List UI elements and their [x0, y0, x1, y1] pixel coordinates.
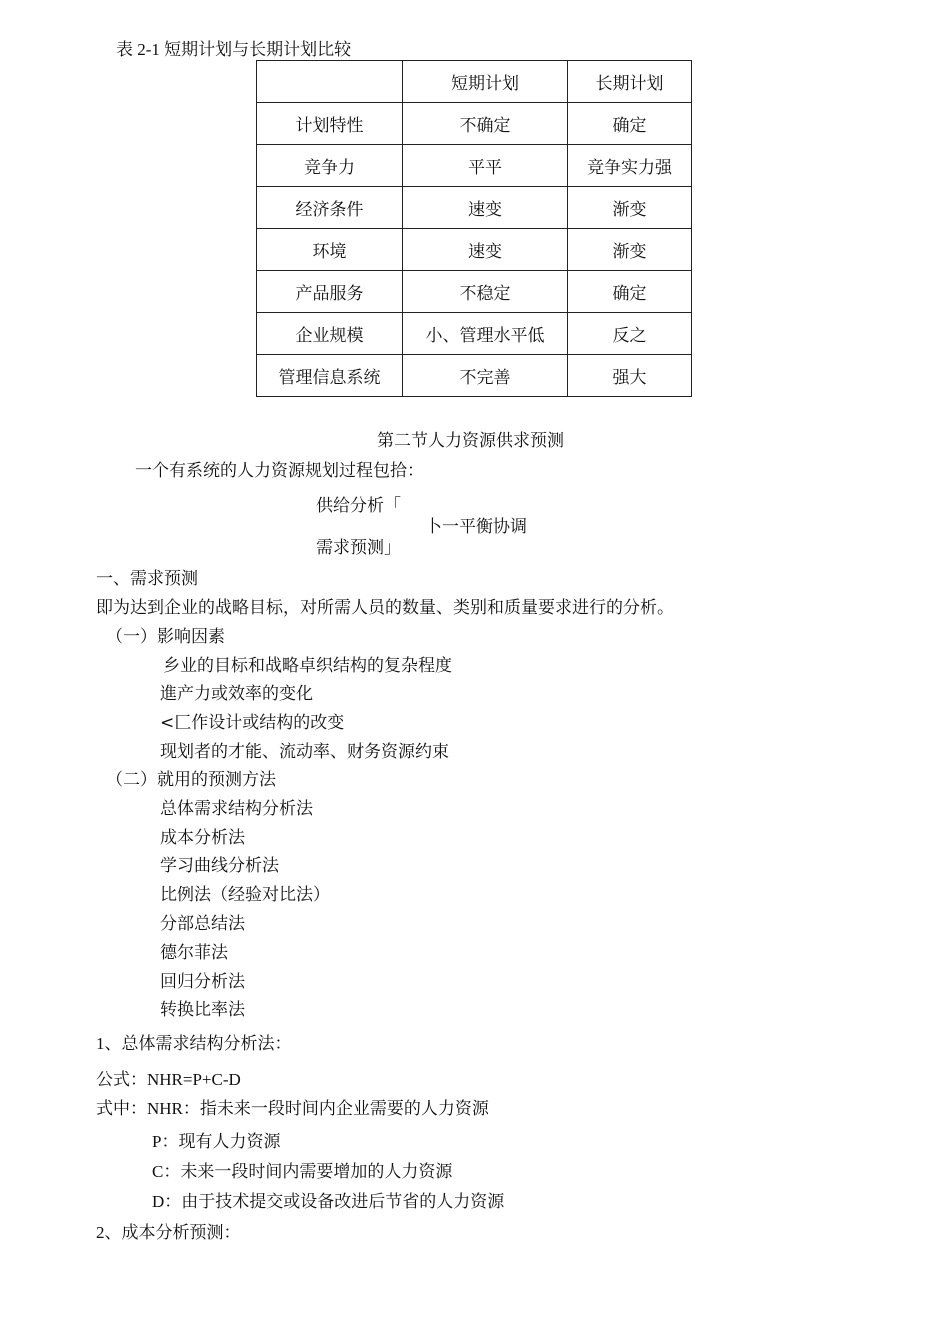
- table-cell: 不完善: [403, 355, 568, 397]
- table-cell: 速变: [403, 229, 568, 271]
- table-cell: 经济条件: [257, 187, 403, 229]
- table-cell: 反之: [568, 313, 692, 355]
- formula-variable: C：未来一段时间内需要增加的人力资源: [152, 1162, 453, 1181]
- method-1-title: 1、总体需求结构分析法：: [96, 1034, 292, 1053]
- table-row: [257, 355, 692, 397]
- diagram-demand-label: 需求预测」: [316, 538, 401, 558]
- table-cell: 环境: [257, 229, 403, 271]
- list-item: <匚作设计或结构的改变: [160, 713, 345, 733]
- list-item: 回归分析法: [160, 972, 245, 992]
- list-item: 比例法（经验对比法）: [160, 885, 330, 905]
- list-item: 乡业的目标和战略卓织结构的复杂程度: [163, 656, 452, 676]
- table-row: [257, 313, 692, 355]
- table-cell: 企业规模: [257, 313, 403, 355]
- list-item: 德尔菲法: [160, 943, 228, 963]
- table-row: [257, 103, 692, 145]
- table-cell: 确定: [568, 271, 692, 313]
- list-item: 分部总结法: [160, 914, 245, 934]
- section-title: 第二节人力资源供求预测: [377, 431, 564, 451]
- table-cell: 确定: [568, 103, 692, 145]
- table-cell: 管理信息系统: [257, 355, 403, 397]
- table-cell: 不稳定: [403, 271, 568, 313]
- table-header-cell: [257, 61, 403, 103]
- table-cell: 计划特性: [257, 103, 403, 145]
- table-header-cell: 短期计划: [403, 61, 568, 103]
- table-row: [257, 271, 692, 313]
- subheading-factors: （一）影响因素: [106, 627, 225, 647]
- list-item: 成本分析法: [160, 828, 245, 848]
- diagram-balance-label: 卜一平衡协调: [425, 517, 527, 537]
- table-cell: 渐变: [568, 229, 692, 271]
- definition-text: 即为达到企业的战略目标，对所需人员的数量、类别和质量要求进行的分析。: [96, 598, 674, 618]
- comparison-table: [256, 60, 692, 397]
- table-cell: 速变: [403, 187, 568, 229]
- table-cell: 小、管理水平低: [403, 313, 568, 355]
- list-item: 学习曲线分析法: [160, 856, 279, 876]
- list-item: 总体需求结构分析法: [160, 799, 313, 819]
- list-item: 现划者的才能、流动率、财务资源约束: [160, 742, 449, 762]
- list-item: 转换比率法: [160, 1000, 245, 1020]
- intro-text: 一个有系统的人力资源规划过程包拾：: [135, 461, 424, 481]
- table-header-cell: 长期计划: [568, 61, 692, 103]
- table-caption: 表 2-1 短期计划与长期计划比较: [116, 40, 352, 59]
- table-row: [257, 187, 692, 229]
- formula: 公式：NHR=P+C-D: [96, 1070, 241, 1089]
- table-cell: 产品服务: [257, 271, 403, 313]
- table-row: [257, 145, 692, 187]
- method-2-title: 2、成本分析预测：: [96, 1223, 241, 1242]
- formula-variable: P：现有人力资源: [152, 1132, 281, 1151]
- heading-demand-forecast: 一、需求预测: [96, 569, 198, 589]
- formula-variable: D：由于技术提交或设备改进后节省的人力资源: [152, 1192, 505, 1211]
- table-cell: 竞争实力强: [568, 145, 692, 187]
- formula-note: 式中：NHR：指未来一段时间内企业需要的人力资源: [96, 1099, 489, 1118]
- table-header-row: [257, 61, 692, 103]
- table-cell: 渐变: [568, 187, 692, 229]
- table-cell: 不确定: [403, 103, 568, 145]
- table-cell: 强大: [568, 355, 692, 397]
- table-cell: 平平: [403, 145, 568, 187]
- table-cell: 竞争力: [257, 145, 403, 187]
- table-row: [257, 229, 692, 271]
- list-item: 進产力或效率的变化: [160, 684, 313, 704]
- diagram-supply-label: 供给分析「: [316, 496, 401, 516]
- subheading-methods: （二）就用的预测方法: [106, 770, 276, 790]
